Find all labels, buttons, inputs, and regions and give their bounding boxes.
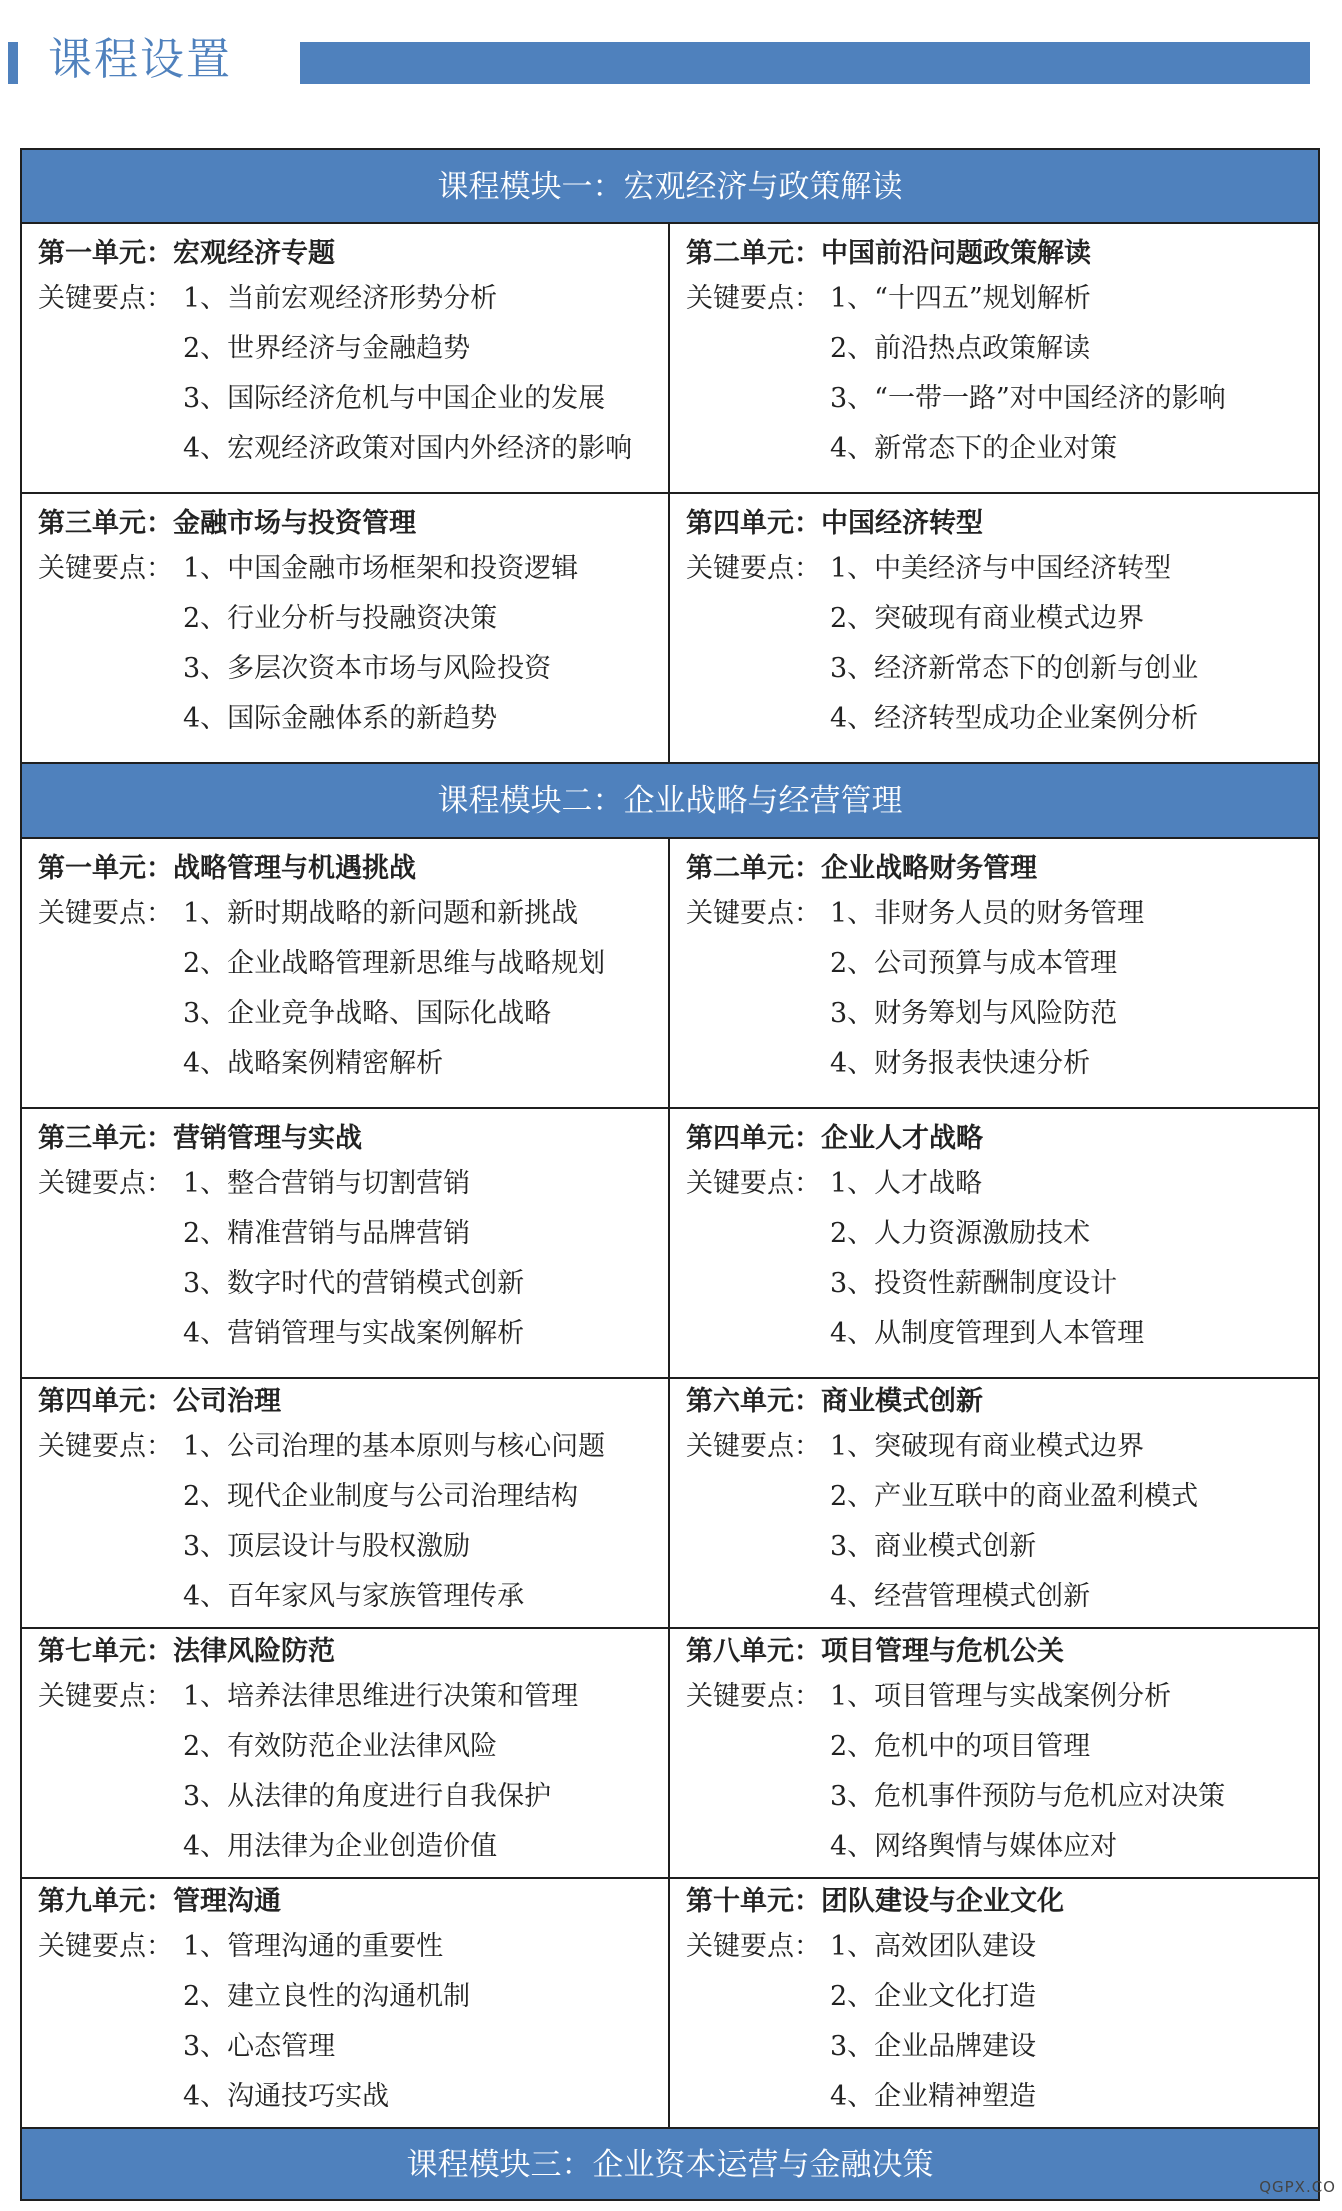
key-points-label [38, 1309, 183, 1359]
key-point-item [686, 544, 1318, 594]
unit-title [686, 1121, 1318, 1159]
key-point-text: 1、新时期战略的新问题和新挑战 [183, 898, 579, 929]
key-point-item [38, 274, 668, 324]
key-points-label [686, 1259, 830, 1309]
key-point-text: 3、企业品牌建设 [830, 2031, 1037, 2062]
key-points-label: 关键要点： [686, 283, 821, 314]
key-point-item [38, 1309, 668, 1359]
key-points-label [686, 1822, 830, 1872]
module-header: 课程模块一：宏观经济与政策解读 [22, 150, 1318, 224]
key-points-label [686, 1522, 830, 1572]
key-points-label: 关键要点： [38, 1431, 173, 1462]
unit-cell [22, 1629, 670, 1877]
unit-row [22, 494, 1318, 764]
unit-cell [22, 839, 670, 1107]
key-point-text: 1、项目管理与实战案例分析 [830, 1681, 1172, 1712]
unit-name: 法律风险防范 [173, 1636, 335, 1667]
unit-title [38, 506, 668, 544]
key-points-label: 关键要点： [686, 898, 821, 929]
unit-title [686, 1384, 1318, 1422]
key-point-item [38, 324, 668, 374]
key-point-text: 4、新常态下的企业对策 [830, 433, 1118, 464]
key-point-text: 4、用法律为企业创造价值 [183, 1831, 498, 1862]
key-point-item [38, 1522, 668, 1572]
key-point-item [686, 1572, 1318, 1622]
module-header: 课程模块二：企业战略与经营管理 [22, 764, 1318, 839]
unit-name: 战略管理与机遇挑战 [173, 853, 416, 884]
key-point-text: 4、国际金融体系的新趋势 [183, 703, 498, 734]
key-points-label [38, 374, 183, 424]
key-point-text: 1、“十四五”规划解析 [830, 283, 1091, 314]
key-point-item [38, 1972, 668, 2022]
key-points-label [686, 594, 830, 644]
key-point-item [686, 1672, 1318, 1722]
key-points-label: 关键要点： [38, 1931, 173, 1962]
key-point-item [38, 1822, 668, 1872]
key-point-text: 4、经营管理模式创新 [830, 1581, 1091, 1612]
key-point-item [686, 2072, 1318, 2122]
key-point-text: 2、世界经济与金融趋势 [183, 333, 471, 364]
unit-cell [670, 1109, 1318, 1377]
unit-title [38, 236, 668, 274]
key-point-item [38, 1159, 668, 1209]
key-point-item [38, 594, 668, 644]
unit-cell [670, 224, 1318, 492]
key-point-item [686, 594, 1318, 644]
key-point-text: 3、心态管理 [183, 2031, 336, 2062]
key-points-label [686, 2072, 830, 2122]
key-point-text: 4、网络舆情与媒体应对 [830, 1831, 1118, 1862]
key-point-item [38, 544, 668, 594]
key-points-label: 关键要点： [38, 1168, 173, 1199]
key-points-label: 关键要点： [686, 1431, 821, 1462]
key-point-text: 4、沟通技巧实战 [183, 2081, 390, 2112]
key-point-item [686, 1472, 1318, 1522]
key-point-item [38, 1772, 668, 1822]
key-points-label [686, 1572, 830, 1622]
unit-name: 商业模式创新 [821, 1386, 983, 1417]
unit-label: 第四单元： [686, 1123, 821, 1154]
key-point-text: 4、百年家风与家族管理传承 [183, 1581, 525, 1612]
key-point-item [38, 1922, 668, 1972]
key-point-item [686, 1309, 1318, 1359]
key-point-text: 2、行业分析与投融资决策 [183, 603, 498, 634]
key-points-label [38, 1822, 183, 1872]
unit-name: 中国经济转型 [821, 508, 983, 539]
key-points-label [38, 324, 183, 374]
page-title: 课程设置 [48, 34, 232, 85]
key-point-text: 3、数字时代的营销模式创新 [183, 1268, 525, 1299]
key-points-label [686, 1772, 830, 1822]
unit-cell [22, 494, 670, 762]
key-points-label [38, 1039, 183, 1089]
key-point-text: 1、高效团队建设 [830, 1931, 1037, 1962]
unit-label: 第二单元： [686, 853, 821, 884]
key-point-text: 2、精准营销与品牌营销 [183, 1218, 471, 1249]
key-point-text: 4、从制度管理到人本管理 [830, 1318, 1145, 1349]
key-point-text: 2、企业战略管理新思维与战略规划 [183, 948, 606, 979]
key-point-item [38, 644, 668, 694]
key-point-item [686, 1822, 1318, 1872]
key-point-text: 2、公司预算与成本管理 [830, 948, 1118, 979]
key-point-item [686, 1159, 1318, 1209]
unit-cell [22, 1879, 670, 2127]
key-points-label [686, 2022, 830, 2072]
key-points-label [38, 694, 183, 744]
key-points-label: 关键要点： [686, 1168, 821, 1199]
unit-title [686, 851, 1318, 889]
key-point-text: 1、中美经济与中国经济转型 [830, 553, 1172, 584]
unit-title [38, 851, 668, 889]
key-point-item [686, 1422, 1318, 1472]
key-point-item [38, 1259, 668, 1309]
unit-label: 第一单元： [38, 853, 173, 884]
key-points-label: 关键要点： [686, 1681, 821, 1712]
key-point-text: 2、人力资源激励技术 [830, 1218, 1091, 1249]
key-point-text: 4、宏观经济政策对国内外经济的影响 [183, 433, 633, 464]
key-points-label [38, 424, 183, 474]
key-point-item [686, 889, 1318, 939]
key-points-label: 关键要点： [686, 1931, 821, 1962]
unit-cell [670, 839, 1318, 1107]
key-point-item [38, 374, 668, 424]
unit-label: 第六单元： [686, 1386, 821, 1417]
unit-cell [670, 1629, 1318, 1877]
unit-cell [670, 494, 1318, 762]
key-point-text: 1、整合营销与切割营销 [183, 1168, 471, 1199]
key-points-label [686, 1309, 830, 1359]
key-point-item [38, 1039, 668, 1089]
key-point-item [686, 1522, 1318, 1572]
key-points-label [686, 1039, 830, 1089]
key-point-text: 1、人才战略 [830, 1168, 983, 1199]
title-accent-bar [8, 42, 18, 84]
key-points-label: 关键要点： [38, 553, 173, 584]
key-point-text: 3、危机事件预防与危机应对决策 [830, 1781, 1226, 1812]
title-rule-bar [300, 42, 1310, 84]
key-points-label [38, 1772, 183, 1822]
key-points-label [686, 694, 830, 744]
unit-name: 团队建设与企业文化 [821, 1886, 1064, 1917]
unit-name: 公司治理 [173, 1386, 281, 1417]
key-point-item [38, 889, 668, 939]
key-points-label [686, 1722, 830, 1772]
key-point-item [38, 424, 668, 474]
key-point-item [686, 1972, 1318, 2022]
key-point-text: 3、多层次资本市场与风险投资 [183, 653, 552, 684]
key-point-text: 3、“一带一路”对中国经济的影响 [830, 383, 1226, 414]
course-table [20, 148, 1320, 2201]
key-point-item [686, 424, 1318, 474]
unit-label: 第八单元： [686, 1636, 821, 1667]
key-points-label: 关键要点： [38, 1681, 173, 1712]
watermark: QGPX.CO [1259, 2178, 1336, 2196]
unit-name: 金融市场与投资管理 [173, 508, 416, 539]
key-point-item [686, 939, 1318, 989]
key-point-text: 2、建立良性的沟通机制 [183, 1981, 471, 2012]
key-points-label [38, 644, 183, 694]
key-points-label [38, 1259, 183, 1309]
key-point-item [38, 2022, 668, 2072]
key-points-label: 关键要点： [686, 553, 821, 584]
unit-label: 第四单元： [38, 1386, 173, 1417]
key-points-label [686, 424, 830, 474]
key-points-label [38, 2072, 183, 2122]
unit-cell [670, 1379, 1318, 1627]
module-header: 课程模块三：企业资本运营与金融决策 [22, 2129, 1318, 2201]
unit-title [38, 1634, 668, 1672]
key-point-item [38, 939, 668, 989]
key-points-label [686, 1972, 830, 2022]
unit-title [38, 1884, 668, 1922]
key-points-label [38, 594, 183, 644]
key-points-label [686, 989, 830, 1039]
key-point-text: 2、前沿热点政策解读 [830, 333, 1091, 364]
unit-cell [22, 1109, 670, 1377]
key-point-item [686, 644, 1318, 694]
unit-label: 第一单元： [38, 238, 173, 269]
key-point-text: 1、培养法律思维进行决策和管理 [183, 1681, 579, 1712]
unit-label: 第三单元： [38, 508, 173, 539]
unit-title [686, 236, 1318, 274]
key-point-item [686, 1259, 1318, 1309]
unit-name: 中国前沿问题政策解读 [821, 238, 1091, 269]
key-point-item [38, 1422, 668, 1472]
unit-title [38, 1121, 668, 1159]
key-point-text: 1、管理沟通的重要性 [183, 1931, 444, 1962]
key-point-item [686, 274, 1318, 324]
key-points-label: 关键要点： [38, 898, 173, 929]
key-point-text: 2、企业文化打造 [830, 1981, 1037, 2012]
key-point-item [686, 1039, 1318, 1089]
unit-title [38, 1384, 668, 1422]
key-point-text: 4、企业精神塑造 [830, 2081, 1037, 2112]
unit-name: 宏观经济专题 [173, 238, 335, 269]
key-points-label [38, 2022, 183, 2072]
key-points-label [686, 374, 830, 424]
unit-label: 第七单元： [38, 1636, 173, 1667]
key-point-item [686, 374, 1318, 424]
key-point-item [38, 1722, 668, 1772]
unit-row [22, 1879, 1318, 2129]
key-point-text: 2、危机中的项目管理 [830, 1731, 1091, 1762]
key-point-item [38, 989, 668, 1039]
key-points-label [686, 1472, 830, 1522]
key-point-item [38, 1209, 668, 1259]
unit-title [686, 1884, 1318, 1922]
key-point-text: 1、公司治理的基本原则与核心问题 [183, 1431, 606, 1462]
key-points-label [38, 1209, 183, 1259]
key-point-text: 1、当前宏观经济形势分析 [183, 283, 498, 314]
key-point-text: 1、中国金融市场框架和投资逻辑 [183, 553, 579, 584]
key-point-text: 3、顶层设计与股权激励 [183, 1531, 471, 1562]
key-point-text: 2、现代企业制度与公司治理结构 [183, 1481, 579, 1512]
unit-row [22, 1379, 1318, 1629]
key-point-item [38, 2072, 668, 2122]
unit-label: 第二单元： [686, 238, 821, 269]
key-point-item [38, 1572, 668, 1622]
key-point-text: 3、从法律的角度进行自我保护 [183, 1781, 552, 1812]
key-point-item [38, 1672, 668, 1722]
key-point-text: 2、有效防范企业法律风险 [183, 1731, 498, 1762]
key-point-text: 3、企业竞争战略、国际化战略 [183, 998, 552, 1029]
unit-label: 第三单元： [38, 1123, 173, 1154]
key-point-text: 3、国际经济危机与中国企业的发展 [183, 383, 606, 414]
unit-row [22, 839, 1318, 1109]
key-point-text: 2、产业互联中的商业盈利模式 [830, 1481, 1199, 1512]
unit-label: 第九单元： [38, 1886, 173, 1917]
key-points-label [686, 644, 830, 694]
key-point-item [686, 1772, 1318, 1822]
key-points-label [38, 1472, 183, 1522]
key-point-text: 3、商业模式创新 [830, 1531, 1037, 1562]
key-point-item [686, 1922, 1318, 1972]
unit-cell [22, 224, 670, 492]
key-points-label [38, 1972, 183, 2022]
key-points-label [686, 939, 830, 989]
unit-row [22, 1629, 1318, 1879]
unit-row [22, 224, 1318, 494]
key-point-text: 1、突破现有商业模式边界 [830, 1431, 1145, 1462]
key-point-text: 3、经济新常态下的创新与创业 [830, 653, 1199, 684]
key-points-label [38, 1522, 183, 1572]
page-header [0, 0, 1342, 110]
unit-title [686, 1634, 1318, 1672]
key-points-label [686, 324, 830, 374]
key-point-item [686, 1722, 1318, 1772]
key-points-label: 关键要点： [38, 283, 173, 314]
key-point-text: 3、财务筹划与风险防范 [830, 998, 1118, 1029]
unit-name: 管理沟通 [173, 1886, 281, 1917]
key-points-label [38, 939, 183, 989]
key-point-item [686, 989, 1318, 1039]
key-point-item [686, 324, 1318, 374]
unit-name: 营销管理与实战 [173, 1123, 362, 1154]
key-point-text: 4、财务报表快速分析 [830, 1048, 1091, 1079]
key-points-label [38, 1722, 183, 1772]
key-point-item [686, 2022, 1318, 2072]
key-points-label [686, 1209, 830, 1259]
unit-cell [22, 1379, 670, 1627]
unit-label: 第四单元： [686, 508, 821, 539]
unit-name: 企业战略财务管理 [821, 853, 1037, 884]
key-point-item [38, 1472, 668, 1522]
key-point-text: 1、非财务人员的财务管理 [830, 898, 1145, 929]
key-point-text: 4、战略案例精密解析 [183, 1048, 444, 1079]
unit-label: 第十单元： [686, 1886, 821, 1917]
key-point-item [38, 694, 668, 744]
key-points-label [38, 1572, 183, 1622]
key-point-text: 2、突破现有商业模式边界 [830, 603, 1145, 634]
key-point-text: 4、经济转型成功企业案例分析 [830, 703, 1199, 734]
unit-name: 企业人才战略 [821, 1123, 983, 1154]
key-points-label [38, 989, 183, 1039]
unit-cell [670, 1879, 1318, 2127]
unit-name: 项目管理与危机公关 [821, 1636, 1064, 1667]
key-point-item [686, 694, 1318, 744]
key-point-text: 4、营销管理与实战案例解析 [183, 1318, 525, 1349]
unit-title [686, 506, 1318, 544]
key-point-text: 3、投资性薪酬制度设计 [830, 1268, 1118, 1299]
unit-row [22, 1109, 1318, 1379]
key-point-item [686, 1209, 1318, 1259]
